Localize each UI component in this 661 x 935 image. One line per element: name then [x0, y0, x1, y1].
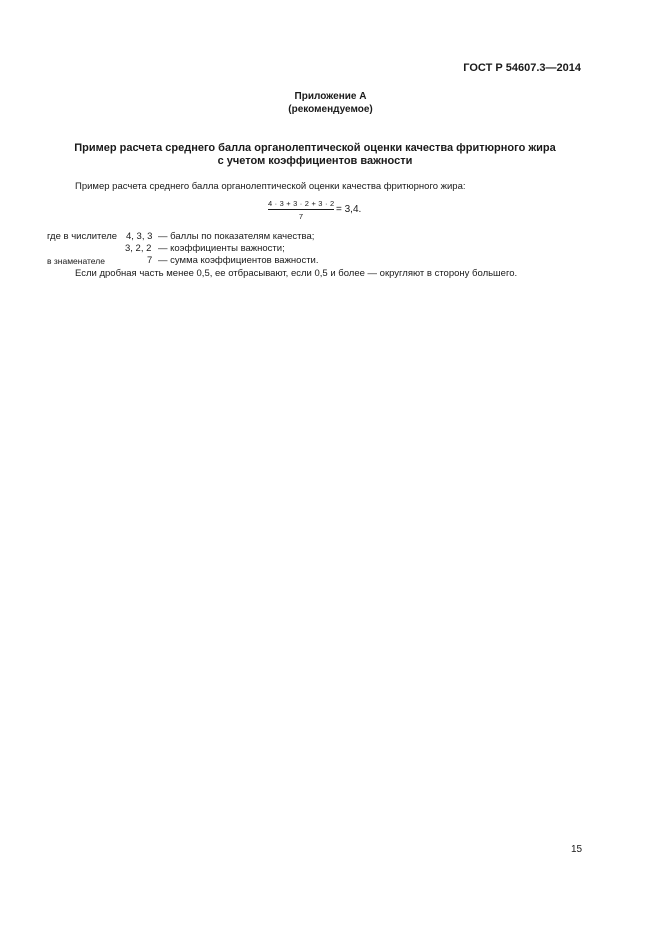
- legend-values: 7: [147, 255, 153, 266]
- appendix-title: Приложение А: [294, 91, 367, 102]
- fraction-bar: [268, 209, 334, 210]
- legend-label: в знаменателе: [47, 256, 105, 266]
- formula-denominator: 7: [298, 212, 304, 221]
- intro-paragraph: Пример расчета среднего балла органолептической оценки качества фритюрного жира:: [75, 181, 466, 192]
- legend-label: где в числителе: [47, 231, 118, 242]
- appendix-status: (рекомендуемое): [288, 104, 373, 115]
- formula-result: = 3,4.: [336, 204, 362, 215]
- legend-description: — баллы по показателям качества;: [158, 231, 315, 242]
- document-code: ГОСТ Р 54607.3—2014: [463, 62, 581, 74]
- rounding-rule-paragraph: Если дробная часть менее 0,5, ее отбрасывают, если 0,5 и более — округляют в сторону большего.: [75, 268, 518, 279]
- weighted-average-formula: [268, 199, 378, 223]
- legend-values: 4, 3, 3: [126, 231, 153, 242]
- legend-description: — сумма коэффициентов важности.: [158, 255, 319, 266]
- legend-description: — коэффициенты важности;: [158, 243, 285, 254]
- formula-numerator: 4 · 3 + 3 · 2 + 3 · 2: [268, 199, 335, 208]
- legend-values: 3, 2, 2: [125, 243, 152, 254]
- section-heading-line-2: с учетом коэффициентов важности: [217, 155, 413, 167]
- page-number: 15: [571, 844, 583, 855]
- formula-fraction: [268, 199, 334, 221]
- section-heading-line-1: Пример расчета среднего балла органолептической оценки качества фритюрного жира: [74, 142, 556, 154]
